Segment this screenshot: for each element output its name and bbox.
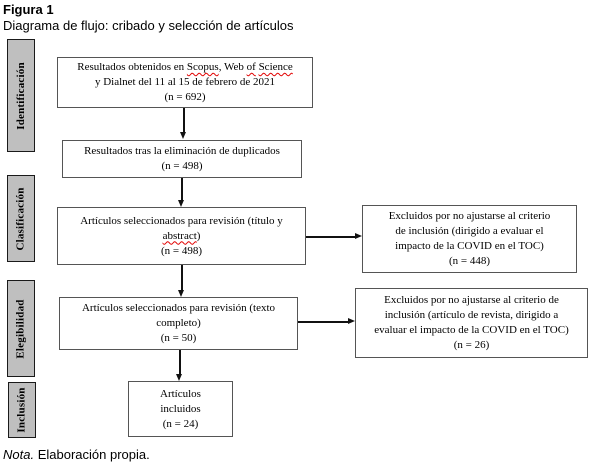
stage-box-elegibilidad <box>7 280 35 377</box>
stage-box-inclusion <box>8 382 36 438</box>
arrow-head-review-to-fulltext <box>178 290 184 297</box>
figure-note <box>3 447 150 462</box>
note-label: Nota. <box>3 447 35 462</box>
stage-label-inclusion: Inclusión <box>16 387 28 433</box>
arrow-head-fulltext-to-excluded2 <box>348 318 355 324</box>
arrow-line-review-to-excluded1 <box>306 236 355 238</box>
arrow-line-duplicates-to-review <box>181 178 183 201</box>
stage-label-elegibilidad: Elegibilidad <box>15 298 28 359</box>
flow-box-excluded-fulltext: Excluidos por no ajustarse al criterio de inclusión (artículo de revista, dirigido a evaluar el impacto de la COVID en el TOC) (n = 26) <box>355 288 588 358</box>
arrow-line-fulltext-to-included <box>179 350 181 375</box>
figure-subtitle: Diagrama de flujo: cribado y selección de artículos <box>3 18 294 33</box>
arrow-head-duplicates-to-review <box>178 200 184 207</box>
flow-box-search-results: Resultados obtenidos en Scopus, Web of Science y Dialnet del 11 al 15 de febrero de 2021 (n = 692) <box>57 57 313 108</box>
figure-label: Figura 1 <box>3 2 54 17</box>
arrow-line-search-to-duplicates <box>183 108 185 133</box>
flow-box-fulltext-review: Artículos seleccionados para revisión (texto completo) (n = 50) <box>59 297 298 350</box>
arrow-head-review-to-excluded1 <box>355 233 362 239</box>
arrow-line-fulltext-to-excluded2 <box>298 321 348 323</box>
stage-label-clasificacion: Clasificación <box>15 186 28 251</box>
arrow-head-search-to-duplicates <box>180 132 186 139</box>
stage-label-identificacion: Identificación <box>15 61 28 130</box>
arrow-head-fulltext-to-included <box>176 374 182 381</box>
stage-box-clasificacion <box>7 175 35 262</box>
flow-box-included: Artículos incluidos (n = 24) <box>128 381 233 437</box>
flow-box-title-abstract-review: Artículos seleccionados para revisión (título y abstract) (n = 498) <box>57 207 306 265</box>
stage-box-identificacion <box>7 39 35 152</box>
note-text: Elaboración propia. <box>34 447 150 462</box>
flow-box-excluded-title-abstract: Excluidos por no ajustarse al criterio de inclusión (dirigido a evaluar el impacto de la COVID en el TOC) (n = 448) <box>362 205 577 273</box>
flow-box-after-duplicates: Resultados tras la eliminación de duplicados (n = 498) <box>62 140 302 178</box>
arrow-line-review-to-fulltext <box>181 265 183 291</box>
